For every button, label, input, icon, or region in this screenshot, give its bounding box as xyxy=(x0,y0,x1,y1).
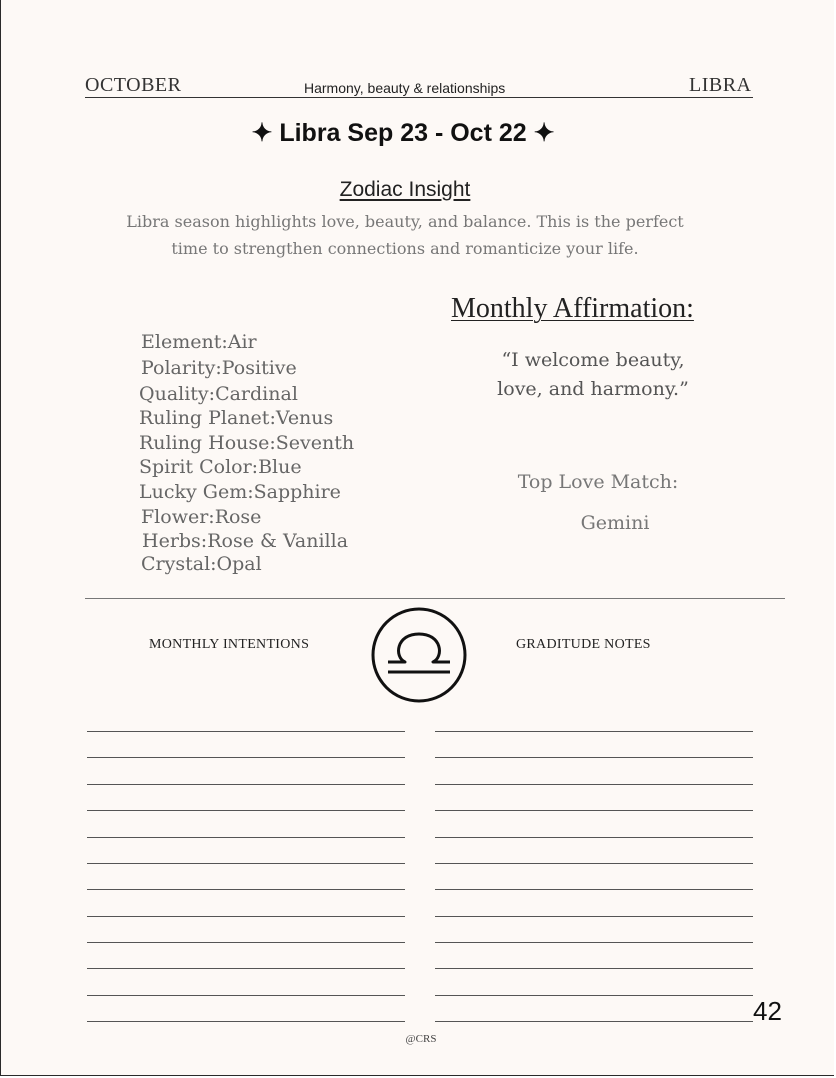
gratitude-line xyxy=(435,916,753,917)
gratitude-line xyxy=(435,942,753,943)
footer-credit: @CRS xyxy=(405,1033,437,1045)
page-title: ✦ Libra Sep 23 - Oct 22 ✦ xyxy=(251,119,555,147)
header-divider xyxy=(85,97,753,98)
insight-heading: Zodiac Insight xyxy=(339,178,471,201)
libra-symbol-icon xyxy=(370,606,468,704)
insight-text xyxy=(61,208,749,262)
header-month: OCTOBER xyxy=(85,74,182,96)
intentions-line xyxy=(87,942,405,943)
affirmation-heading: Monthly Affirmation: xyxy=(451,293,694,324)
intentions-line xyxy=(87,810,405,811)
love-match-value: Gemini xyxy=(580,512,650,534)
intentions-line xyxy=(87,889,405,890)
intentions-line xyxy=(87,1021,405,1022)
header-sign: LIBRA xyxy=(689,74,752,96)
gratitude-heading: GRADITUDE NOTES xyxy=(516,637,651,652)
header-tagline: Harmony, beauty & relationships xyxy=(304,80,506,96)
section-divider xyxy=(85,598,785,599)
intentions-line xyxy=(87,968,405,969)
attr-quality: Quality:Cardinal xyxy=(139,383,298,405)
intentions-heading: MONTHLY INTENTIONS xyxy=(149,637,310,652)
attr-polarity: Polarity:Positive xyxy=(141,357,297,379)
gratitude-line xyxy=(435,837,753,838)
intentions-line xyxy=(87,784,405,785)
attr-spirit-color: Spirit Color:Blue xyxy=(139,456,302,478)
intentions-line xyxy=(87,916,405,917)
intentions-line xyxy=(87,995,405,996)
attr-element: Element:Air xyxy=(141,331,257,353)
love-match-heading: Top Love Match: xyxy=(517,471,679,493)
gratitude-line xyxy=(435,1021,753,1022)
page-number: 42 xyxy=(753,996,782,1026)
intentions-line xyxy=(87,837,405,838)
insight-line-1: Libra season highlights love, beauty, and balance. This is the perfect xyxy=(126,212,684,231)
attr-lucky-gem: Lucky Gem:Sapphire xyxy=(139,481,341,503)
gratitude-line xyxy=(435,995,753,996)
gratitude-line xyxy=(435,731,753,732)
insight-line-2: time to strengthen connections and romanticize your life. xyxy=(171,239,639,258)
affirmation-line-1: “I welcome beauty, xyxy=(501,349,685,371)
intentions-line xyxy=(87,863,405,864)
gratitude-line xyxy=(435,889,753,890)
affirmation-line-2: love, and harmony.” xyxy=(497,378,689,400)
attr-ruling-planet: Ruling Planet:Venus xyxy=(139,407,334,429)
intentions-line xyxy=(87,731,405,732)
intentions-line xyxy=(87,757,405,758)
gratitude-line xyxy=(435,757,753,758)
gratitude-line xyxy=(435,863,753,864)
attr-ruling-house: Ruling House:Seventh xyxy=(139,432,355,454)
attr-crystal: Crystal:Opal xyxy=(141,553,262,575)
attr-flower: Flower:Rose xyxy=(141,506,262,528)
gratitude-line xyxy=(435,968,753,969)
gratitude-line xyxy=(435,784,753,785)
affirmation-text xyxy=(471,346,715,404)
gratitude-line xyxy=(435,810,753,811)
attr-herbs: Herbs:Rose & Vanilla xyxy=(142,530,349,552)
